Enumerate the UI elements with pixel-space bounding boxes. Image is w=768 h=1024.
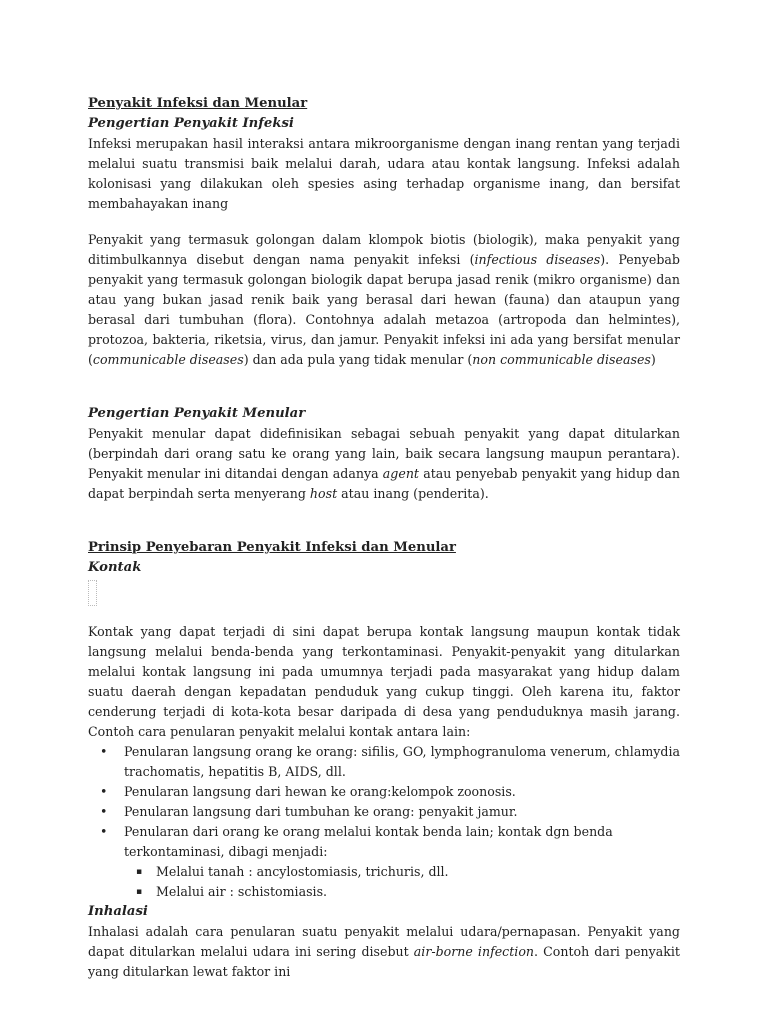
emphasis-text: host (309, 486, 338, 501)
emphasis-text: agent (382, 466, 419, 481)
list-item (88, 822, 680, 902)
square-bullet-icon: ▪ (136, 887, 143, 897)
emphasis-text: communicable diseases (92, 352, 244, 367)
heading-inhalasi: Inhalasi (88, 904, 148, 919)
text-span: atau penyebab penyakit yang hidup dan dapat berpindah serta menyerang (88, 466, 680, 501)
heading-pengertian-menular: Pengertian Penyakit Menular (88, 406, 306, 421)
bullet-icon: • (100, 824, 108, 839)
text-span: ) (650, 352, 656, 367)
kontak-sublist (124, 862, 680, 902)
kontak-list (88, 742, 680, 902)
text-span: Penyakit yang termasuk golongan dalam klompok biotis (biologik), maka penyakit yang ditimbulkannya disebut dengan nama penyakit infeksi ( (88, 232, 680, 267)
text-span: atau inang (penderita). (337, 486, 489, 501)
sublist-item (124, 882, 680, 902)
list-item-text: Penularan langsung orang ke orang: sifilis, GO, lymphogranuloma venerum, chlamydia trachomatis, hepatitis B, AIDS, dll. (124, 744, 680, 779)
paragraph-infeksi-definisi: Infeksi merupakan hasil interaksi antara mikroorganisme dengan inang rentan yang terjadi melalui suatu transmisi baik melalui darah, udara atau kontak langsung. Infeksi adalah kolonisasi yang dilakukan oleh spesies asing terhadap organisme inang, dan bersifat membahayakan inang (88, 136, 680, 211)
list-item-text: Penularan langsung dari hewan ke orang:kelompok zoonosis. (124, 784, 516, 799)
sublist-item (124, 862, 680, 882)
list-item (88, 742, 680, 782)
emphasis-text: infectious diseases (474, 252, 601, 267)
list-item-text: Penularan dari orang ke orang melalui kontak benda lain; kontak dgn benda terkontaminasi, dibagi menjadi: (124, 824, 613, 859)
text-span: Inhalasi adalah cara penularan suatu penyakit melalui udara/pernapasan. Penyakit yang dapat ditularkan melalui udara ini sering disebut (88, 924, 680, 959)
text-cursor-placeholder[interactable] (88, 580, 97, 606)
list-item (88, 802, 680, 822)
sublist-item-text: Melalui tanah : ancylostomiasis, trichuris, dll. (156, 864, 449, 879)
emphasis-text: non communicable diseases (472, 352, 651, 367)
heading-prinsip-penyebaran: Prinsip Penyebaran Penyakit Infeksi dan Menular (88, 540, 456, 555)
square-bullet-icon: ▪ (136, 867, 143, 877)
heading-kontak: Kontak (88, 560, 142, 575)
text-span: . Contoh dari penyakit yang ditularkan lewat faktor ini (88, 944, 680, 979)
document-title: Penyakit Infeksi dan Menular (88, 96, 308, 111)
paragraph-kontak: Kontak yang dapat terjadi di sini dapat berupa kontak langsung maupun kontak tidak langsung melalui benda-benda yang terkontaminasi. Penyakit-penyakit yang ditularkan melalui kontak langsung ini pada umumnya terjadi pada masyarakat yang hidup dalam suatu daerah dengan kepadatan penduduk yang cukup tinggi. Oleh karena itu, faktor cenderung terjadi di kota-kota besar daripada di desa yang penduduknya masih jarang. Contoh cara penularan penyakit melalui kontak antara lain: (88, 624, 680, 739)
paragraph-penyakit-menular (88, 424, 680, 504)
bullet-icon: • (100, 744, 108, 759)
paragraph-penyakit-infeksi (88, 230, 680, 370)
heading-pengertian-infeksi: Pengertian Penyakit Infeksi (88, 116, 294, 131)
text-span: ). Penyebab penyakit yang termasuk golongan biologik dapat berupa jasad renik (mikro organisme) dan atau yang bukan jasad renik baik yang berasal dari hewan (fauna) dan ataupun yang berasal dari tumbuhan (flora). Contohnya adalah metazoa (artropoda dan helmintes), protozoa, bakteria, riketsia, virus, dan jamur. Penyakit infeksi ini ada yang bersifat menular ( (88, 252, 680, 367)
emphasis-text: air-borne infection (413, 944, 535, 959)
text-span: Penyakit menular dapat didefinisikan sebagai sebuah penyakit yang dapat ditularkan (berpindah dari orang satu ke orang yang lain, baik secara langsung maupun perantara). Penyakit menular ini ditandai dengan adanya (88, 426, 680, 481)
text-span: ) dan ada pula yang tidak menular ( (243, 352, 473, 367)
sublist-item-text: Melalui air : schistomiasis. (156, 884, 328, 899)
bullet-icon: • (100, 804, 108, 819)
list-item (88, 782, 680, 802)
list-item-text: Penularan langsung dari tumbuhan ke orang: penyakit jamur. (124, 804, 518, 819)
paragraph-inhalasi (88, 922, 680, 982)
bullet-icon: • (100, 784, 108, 799)
